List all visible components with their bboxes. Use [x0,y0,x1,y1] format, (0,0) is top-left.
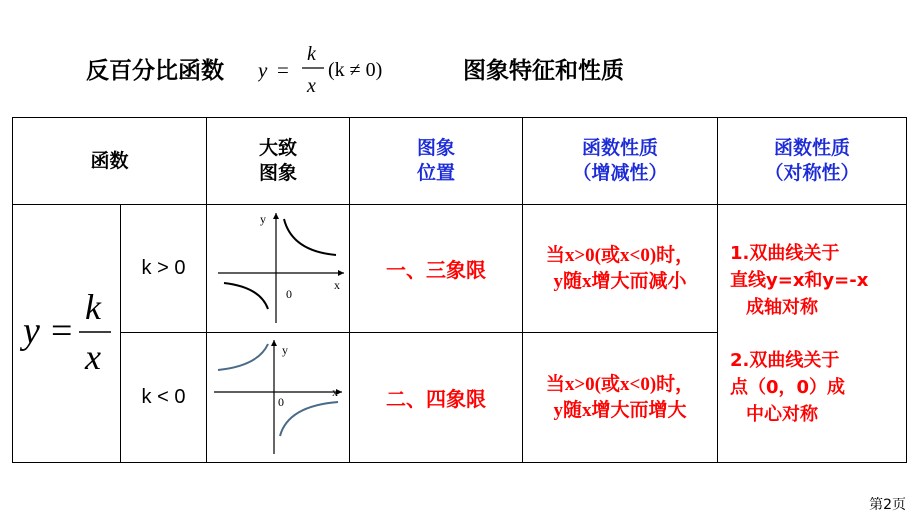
quadrant-k-negative-label: 二、四象限 [386,387,486,411]
page-number: 第2页 [869,497,906,513]
quadrant-k-positive-label: 一、三象限 [386,258,486,282]
header-position-line2: 位置 [416,162,455,184]
y-axis-label: y [260,211,266,226]
header-monotonicity-line1: 函数性质 [581,137,658,159]
big-formula-cell [13,205,121,463]
properties-table [12,117,907,463]
monotone-k-positive-line2: y随x增大而减小 [553,270,687,292]
symmetry-p1-line1: 1.双曲线关于 [730,242,840,264]
header-function-label: 函数 [90,149,129,172]
k-positive-cell [121,205,207,333]
title-formula-num: k [307,43,316,65]
graph-k-negative-cell [207,333,350,463]
header-shape-line2: 图象 [258,162,297,184]
x-axis-label: x [334,277,340,292]
hyperbola-branch-q1 [284,219,336,255]
x-axis-arrow [338,270,344,276]
k-negative-label: k < 0 [141,386,186,408]
y-axis-arrow [271,340,277,346]
origin-label: 0 [278,394,284,409]
symmetry-p1-line3: 成轴对称 [746,296,818,318]
title-text-left: 反百分比函数 [86,58,224,84]
big-formula [17,277,117,387]
header-symmetry [718,118,907,205]
y-axis-label: y [282,342,288,357]
hyperbola-branch-q2 [218,344,268,370]
title-formula-y: y [258,58,268,82]
symmetry-spacer [730,321,906,347]
hyperbola-branch-q4 [280,402,338,436]
monotone-k-negative-line2: y随x增大而增大 [553,399,687,421]
symmetry-p2-line2: 点（0，0）成 [730,376,846,398]
header-position-line1: 图象 [416,137,455,159]
header-symmetry-line1: 函数性质 [773,137,850,159]
big-formula-eq: = [50,309,72,352]
symmetry-cell [718,205,907,463]
k-positive-label: k > 0 [141,257,186,279]
title-formula-eq: = [277,58,289,82]
origin-label: 0 [286,286,292,301]
x-axis-label: x [332,384,338,399]
graph-k-negative [208,336,348,456]
k-negative-cell [121,333,207,463]
header-monotonicity-line2: （增减性） [572,162,668,184]
monotone-k-positive-line1: 当x>0(或x<0)时， [545,244,695,266]
header-position [350,118,523,205]
big-formula-y: y [22,309,40,352]
big-formula-num: k [84,286,101,327]
monotone-k-negative [523,333,718,463]
symmetry-p2-line3: 中心对称 [746,403,818,425]
graph-k-positive-cell [207,205,350,333]
monotone-k-negative-line1: 当x>0(或x<0)时， [545,373,695,395]
quadrant-k-positive [350,205,523,333]
hyperbola-branch-q3 [224,283,268,309]
title-formula [258,40,408,102]
header-row [13,118,907,205]
header-symmetry-line2: （对称性） [764,162,860,184]
big-formula-den: x [84,336,101,377]
header-function [13,118,207,205]
symmetry-p2-line1: 2.双曲线关于 [730,349,840,371]
symmetry-p1-line2: 直线y=x和y=-x [730,269,869,291]
monotone-k-positive [523,205,718,333]
title-formula-cond: (k ≠ 0) [328,59,383,81]
header-shape-line1: 大致 [258,137,297,159]
row-k-positive [13,205,907,333]
graph-k-positive [208,207,348,327]
quadrant-k-negative [350,333,523,463]
title-formula-den: x [307,75,316,97]
header-monotonicity [523,118,718,205]
y-axis-arrow [273,213,279,219]
header-shape [207,118,350,205]
title-text-right: 图象特征和性质 [463,58,624,84]
